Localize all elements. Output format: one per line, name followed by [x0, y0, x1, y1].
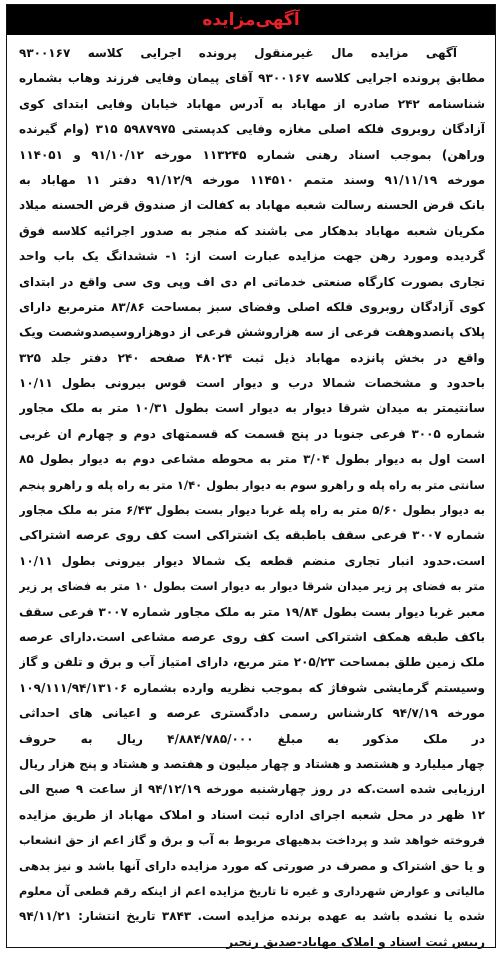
notice-line: مکریان شعبه مهاباد بدهکار می باشند که منجر به صدور اجرائیه کلاسه فوق: [19, 223, 485, 238]
notice-line: مورخه ۹۱/۱۱/۱۹ وسند متمم ۱۱۴۵۱۰ مورخه ۹۱/۱۲/۹ دفتر ۱۱ مهاباد به: [19, 172, 485, 187]
notice-line: شماره ۳۰۰۵ فرعی جنوبا در پنج قسمت که قسمتهای دوم و چهارم ان غربی: [19, 426, 485, 441]
notice-line: مورخه ۹۴/۷/۱۹ کارشناس رسمی دادگستری عرصه و اعیانی های احداثی: [19, 706, 485, 721]
notice-line: واقع در بخش پانزده مهاباد ذیل ثبت ۴۸۰۲۴ صفحه ۲۴۰ دفتر جلد ۳۲۵: [19, 350, 485, 365]
notice-line: شماره ۳۰۰۷ فرعی سقف باطبقه یک اشتراکی است کف روی عرصه اشتراکی: [19, 528, 485, 543]
notice-line: آزادگان روبروی فلکه اصلی مغازه وفایی کدپستی ۵۹۸۷۹۷۵ ۳۱۵ (وام گیرنده: [19, 122, 485, 137]
notice-line: مالیاتی و عوارض شهرداری و غیره تا تاریخ مزایده اعم از اینکه رقم قطعی آن معلوم: [19, 884, 485, 898]
notice-line: در ملک مذکور به مبلغ ۴/۸۸۴/۷۸۵/۰۰۰ ریال به حروف: [19, 731, 485, 746]
notice-line: است اول به دیوار بطول ۳/۰۴ متر به محوطه مشاعی دوم به دیوار بطول ۸۵: [19, 452, 485, 467]
notice-line: ارزیابی شده است.که در روز چهارشنبه مورخه ۹۴/۱۲/۱۹ از ساعت ۹ صبح الی: [19, 782, 485, 797]
signature-line: رییس ثبت اسناد و املاک مهاباد-صدیق رنجبر: [226, 934, 485, 949]
notice-line: وراهن) بموجب اسناد رهنی شماره ۱۱۳۲۴۵ مورخه ۹۱/۱۰/۱۲ و ۱۱۴۰۵۱: [19, 147, 485, 162]
notice-line: باحدود و مشخصات شمالا درب و دیوار است قوس بیرونی بطول ۱۰/۱۱: [19, 376, 485, 391]
notice-line: فروخته خواهد شد و پرداخت بدهیهای مربوط به آب و برق و گاز اعم از حق انشعاب: [19, 833, 485, 848]
notice-line: باکف طبقه همکف اشتراکی است کف روی عرصه مشاعی است.دارای عرصه: [19, 629, 485, 644]
notice-line: ملک زمین طلق بمساحت ۲۰۵/۲۳ متر مربع، دارای امتیاز آب و برق و تلفن و گاز: [19, 655, 485, 670]
notice-line: چهار میلیارد و هشتصد و هشتاد و چهار میلیون و هفتصد و هشتاد و پنج هزار ریال: [19, 756, 485, 771]
notice-line: مطابق پرونده اجرایی کلاسه ۹۳۰۰۱۶۷ آقای پیمان وفایی فرزند وهاب بشماره: [19, 71, 485, 86]
title-bar: [7, 5, 495, 35]
notice-body: [19, 41, 485, 955]
notice-line: بانک قرض الحسنه رسالت شعبه مهاباد به کفالت از صندوق قرض الحسنه میلاد: [19, 198, 485, 213]
notice-line: سانتیمتر به میدان شرقا دیوار به دیوار است بطول ۱۰/۳۱ متر به ملک مجاور: [19, 401, 485, 416]
notice-line: به دیوار بطول ۵/۶۰ متر به راه پله غربا دیوار بست بطول ۶/۴۳ متر به ملک مجاور: [19, 503, 485, 518]
notice-line: متر به فضای پر زیر میدان شرقا دیوار به دیوار است بطول ۱۰ متر به فضای پر زیر: [19, 579, 485, 594]
notice-line: گردیده ومورد رهن جهت مزایده عبارت است از: ۱- ششدانگ یک باب واحد: [19, 249, 485, 264]
notice-line: ۱۲ ظهر در محل شعبه اجرای اداره ثبت اسناد و املاک مهاباد از طریق مزایده: [19, 807, 485, 822]
notice-line: معبر غربا دیوار بست بطول ۱۹/۸۴ متر به ملک مجاور شماره ۳۰۰۷ فرعی سقف: [19, 604, 485, 619]
notice-line: سانتی متر به راه پله و راهرو سوم به دیوار بطول ۱/۴۰ متر به راه پله و راهرو پنجم: [19, 477, 485, 492]
notice-line: شده یا نشده باشد به عهده برنده مزایده است. ۳۸۴۳ تاریخ انتشار: ۹۴/۱۱/۲۱: [19, 909, 485, 924]
notice-line: شناسنامه ۲۴۲ صادره از مهاباد به آدرس مهاباد خیابان وفایی ابتدای کوی: [19, 96, 485, 111]
notice-title: آگهی‌مزایده: [202, 10, 300, 30]
notice-line: پلاک پانصدوهفت فرعی از سه هزاروشش فرعی از دوهزاروسیصدوشصت ویک: [19, 325, 485, 340]
notice-line: وسیستم گرمایشی شوفاژ که بموجب نظریه وارده بشماره ۱۰۹/۱۱۱/۹۴/۱۳۱۰۶: [19, 680, 485, 695]
notice-line: تجاری بصورت کارگاه صنعتی خدماتی ام دی اف وپی وی سی واقع در ابتدای: [19, 274, 485, 289]
notice-line: است.حدود انبار تجاری منضم قطعه یک شمالا دیوار بیرونی بطول ۱۰/۱۱: [19, 553, 485, 568]
notice-line: آگهی مزایده مال غیرمنقول پرونده اجرایی کلاسه ۹۳۰۰۱۶۷: [19, 46, 457, 60]
notice-page: [6, 4, 496, 948]
notice-line: و یا حق اشتراک و مصرف در صورتی که مورد مزایده دارای آنها باشد و نیز بدهی: [19, 858, 485, 873]
notice-line: کوی آزادگان روبروی فلکه اصلی وفضای سبز بمساحت ۸۳/۸۶ مترمربع دارای: [19, 299, 485, 314]
